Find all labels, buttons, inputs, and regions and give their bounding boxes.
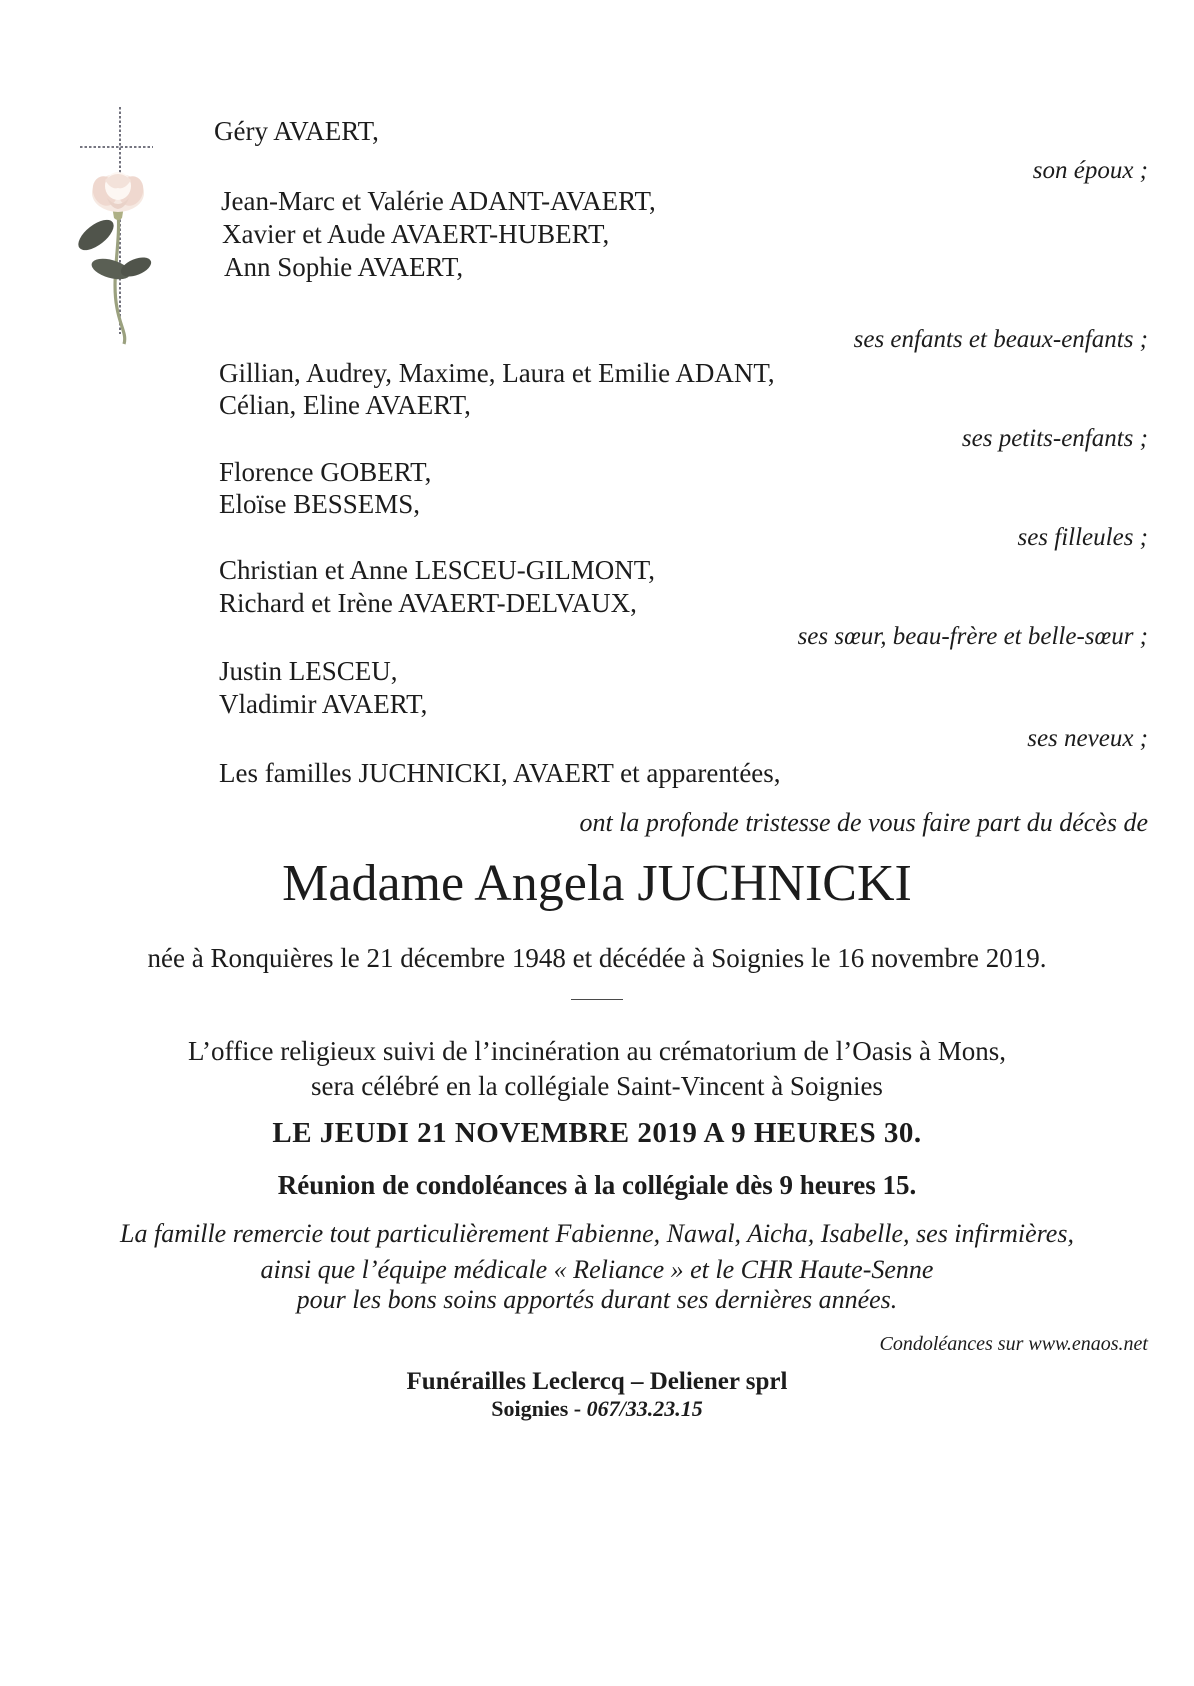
- funeral-home-contact: [0, 1398, 1194, 1420]
- sibling-name: Richard et Irène AVAERT-DELVAUX,: [219, 588, 637, 618]
- siblings-relation: ses sœur, beau-frère et belle-sœur ;: [797, 623, 1148, 650]
- child-name: Ann Sophie AVAERT,: [224, 252, 464, 282]
- grandchild-name: Gillian, Audrey, Maxime, Laura et Emilie ADANT,: [219, 358, 775, 388]
- spouse-relation: son époux ;: [1032, 157, 1148, 184]
- rose-leaf: [73, 214, 118, 256]
- child-name: Xavier et Aude AVAERT-HUBERT,: [222, 219, 610, 249]
- children-relation: ses enfants et beaux-enfants ;: [853, 326, 1148, 353]
- online-condolences: Condoléances sur www.enaos.net: [879, 1333, 1148, 1355]
- thanks-line-2: ainsi que l’équipe médicale « Reliance » et le CHR Haute-Senne: [260, 1255, 934, 1284]
- goddaughters-relation: ses filleules ;: [1017, 524, 1148, 551]
- rose-bloom: [89, 172, 147, 212]
- nephew-name: Vladimir AVAERT,: [219, 689, 428, 719]
- condolence-meeting: Réunion de condoléances à la collégiale dès 9 heures 15.: [277, 1170, 917, 1200]
- thanks-line-3: pour les bons soins apportés durant ses dernières années.: [296, 1285, 898, 1314]
- life-dates: née à Ronquières le 21 décembre 1948 et décédée à Soignies le 16 novembre 2019.: [147, 943, 1047, 973]
- section-divider: [571, 999, 623, 1000]
- nephew-name: Justin LESCEU,: [219, 656, 398, 686]
- ceremony-line-2: sera célébré en la collégiale Saint-Vincent à Soignies: [311, 1071, 883, 1101]
- funeral-home-phone: 067/33.23.15: [586, 1396, 703, 1421]
- nephews-relation: ses neveux ;: [1027, 725, 1148, 752]
- cross-and-rose-image: [55, 98, 195, 346]
- ceremony-datetime: LE JEUDI 21 NOVEMBRE 2019 A 9 HEURES 30.: [272, 1117, 922, 1149]
- grandchild-name: Célian, Eline AVAERT,: [219, 390, 471, 420]
- deceased-name: Madame Angela JUCHNICKI: [282, 855, 912, 912]
- sibling-name: Christian et Anne LESCEU-GILMONT,: [219, 555, 655, 585]
- grandchildren-relation: ses petits-enfants ;: [961, 425, 1148, 452]
- funeral-home-city: Soignies -: [491, 1396, 587, 1421]
- goddaughter-name: Florence GOBERT,: [219, 457, 432, 487]
- spouse-name: Géry AVAERT,: [214, 116, 379, 146]
- goddaughter-name: Eloïse BESSEMS,: [219, 489, 421, 519]
- families-line: Les familles JUCHNICKI, AVAERT et apparentées,: [219, 758, 781, 788]
- child-name: Jean-Marc et Valérie ADANT-AVAERT,: [221, 186, 656, 216]
- ceremony-line-1: L’office religieux suivi de l’incinération au crématorium de l’Oasis à Mons,: [187, 1036, 1006, 1066]
- thanks-line-1: La famille remercie tout particulièrement Fabienne, Nawal, Aicha, Isabelle, ses infirmières,: [120, 1219, 1074, 1248]
- announcement-intro: ont la profonde tristesse de vous faire part du décès de: [579, 808, 1148, 837]
- funeral-home-name: Funérailles Leclercq – Deliener sprl: [406, 1368, 788, 1395]
